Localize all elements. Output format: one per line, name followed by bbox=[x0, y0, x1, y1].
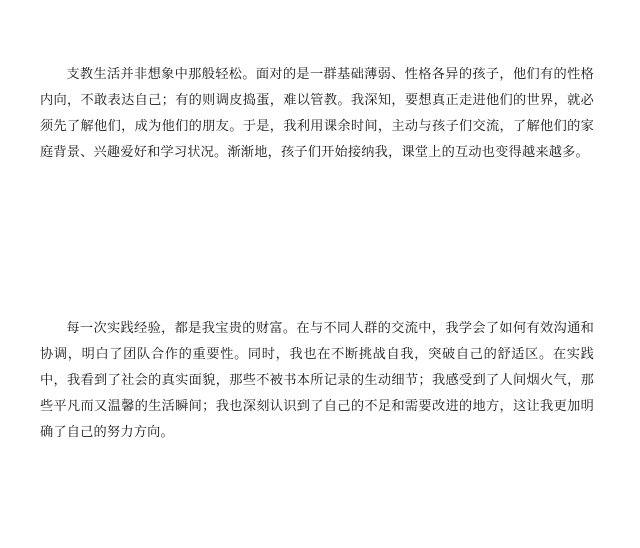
document-paragraph-1: 支教生活并非想象中那般轻松。面对的是一群基础薄弱、性格各异的孩子，他们有的性格内向，不敢表达自己；有的则调皮捣蛋，难以管教。我深知，要想真正走进他们的世界，就必须先了解他们，成为他们的朋友。于是，我利用课余时间，主动与孩子们交流，了解他们的家庭背景、兴趣爱好和学习状况。渐渐地，孩子们开始接纳我，课堂上的互动也变得越来越多。 bbox=[40, 67, 594, 160]
document-paragraph-2: 每一次实践经验，都是我宝贵的财富。在与不同人群的交流中，我学会了如何有效沟通和协调，明白了团队合作的重要性。同时，我也在不断挑战自我，突破自己的舒适区。在实践中，我看到了社会的真实面貌，那些不被书本所记录的生动细节；我感受到了人间烟火气，那些平凡而又温馨的生活瞬间；我也深刻认识到了自己的不足和需要改进的地方，这让我更加明确了自己的努力方向。 bbox=[40, 321, 594, 440]
paragraph-spacer bbox=[40, 166, 594, 316]
